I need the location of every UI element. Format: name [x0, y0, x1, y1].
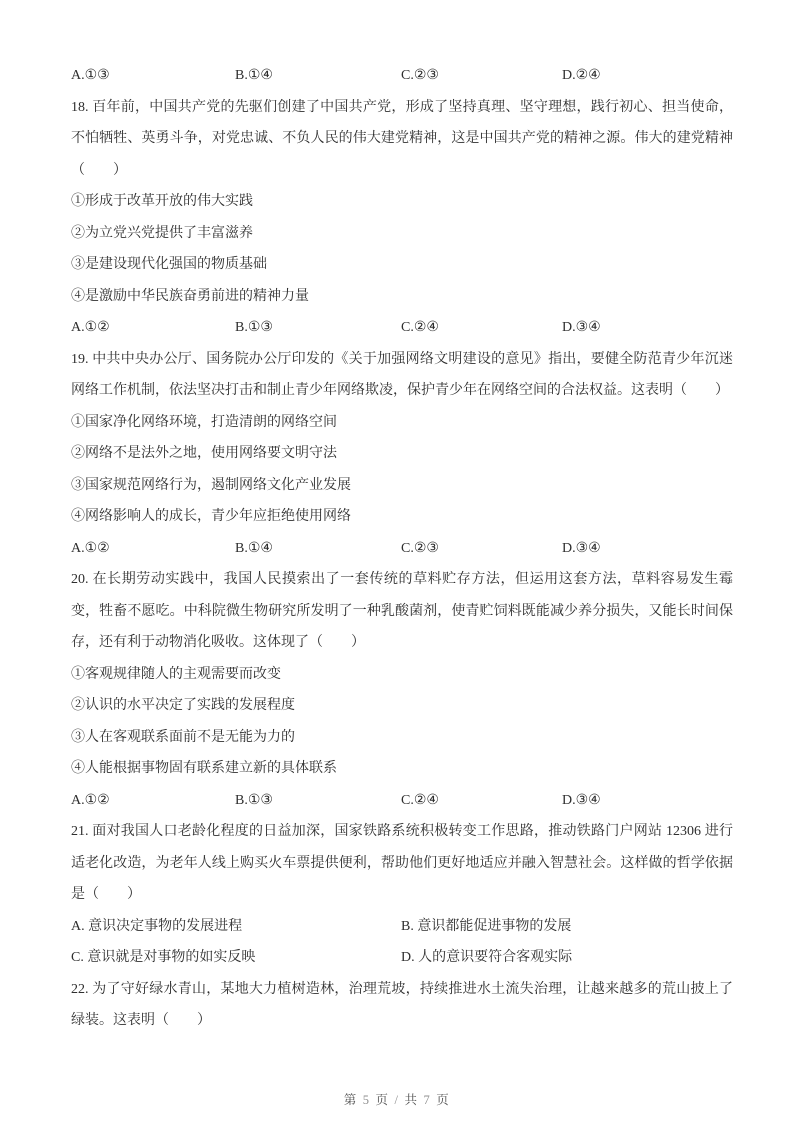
- question-20-option-2: ②认识的水平决定了实践的发展程度: [71, 698, 295, 713]
- answer-choice: C.②④: [401, 792, 439, 808]
- answer-choice: A.①③: [71, 68, 110, 83]
- footer-page-number: 5: [362, 1093, 370, 1107]
- answer-choice: A.①②: [71, 320, 110, 335]
- question-22: [71, 974, 733, 1037]
- question-20: [71, 564, 733, 816]
- answer-row-q18: [71, 312, 733, 344]
- question-18-option-2: ②为立党兴党提供了丰富滋养: [71, 225, 253, 241]
- footer-separator: /: [394, 1093, 399, 1107]
- question-20-option-3: ③人在客观联系面前不是无能为力的: [71, 729, 295, 745]
- page-footer: [0, 1090, 793, 1110]
- question-22-stem: 22. 为了守好绿水青山，某地大力植树造林，治理荒坡，持续推进水土流失治理，让越来越多的荒山披上了绿装。这表明（ ）: [71, 981, 733, 1028]
- answer-choice: B.①④: [235, 68, 273, 83]
- answer-row-q17: [71, 60, 733, 92]
- answer-choice: C. 意识就是对事物的如实反映: [71, 950, 256, 965]
- answer-choice: D.③④: [562, 792, 601, 808]
- question-18-option-3: ③是建设现代化强国的物质基础: [71, 257, 267, 272]
- answer-choice: D. 人的意识要符合客观实际: [401, 950, 573, 965]
- question-19-option-3: ③国家规范网络行为，遏制网络文化产业发展: [71, 477, 351, 493]
- question-21: [71, 816, 733, 974]
- answer-choice: A.①②: [71, 792, 110, 808]
- footer-total-prefix: 共: [404, 1093, 418, 1107]
- question-20-option-4: ④人能根据事物固有联系建立新的具体联系: [71, 761, 337, 776]
- answer-choice: D.③④: [562, 540, 601, 556]
- answer-choice: A.①②: [71, 540, 110, 556]
- question-21-stem: 21. 面对我国人口老龄化程度的日益加深，国家铁路系统积极转变工作思路，推动铁路门户网站 12306 进行适老化改造，为老年人线上购买火车票提供便利，帮助他们更好地适应并融入智慧社会。这样做的哲学依据是（ ）: [71, 824, 733, 902]
- answer-choice: C.②③: [401, 540, 439, 556]
- answer-row-q21-ab: [71, 911, 733, 943]
- answer-choice: C.②③: [401, 68, 439, 83]
- footer-page-prefix: 第: [343, 1093, 357, 1107]
- exam-page-content: [71, 60, 733, 1037]
- question-19-option-1: ①国家净化网络环境，打造清朗的网络空间: [71, 414, 337, 430]
- answer-choice: D.③④: [562, 320, 601, 335]
- answer-choice: B.①③: [235, 792, 273, 808]
- footer-total-number: 7: [423, 1093, 431, 1107]
- question-20-option-1: ①客观规律随人的主观需要而改变: [71, 666, 281, 682]
- question-19-stem: 19. 中共中央办公厅、国务院办公厅印发的《关于加强网络文明建设的意见》指出，要健全防范青少年沉迷网络工作机制，依法坚决打击和制止青少年网络欺凌，保护青少年在网络空间的合法权益。这表明（ ）: [71, 351, 733, 398]
- question-18-option-1: ①形成于改革开放的伟大实践: [71, 194, 253, 209]
- question-20-stem: 20. 在长期劳动实践中，我国人民摸索出了一套传统的草料贮存方法，但运用这套方法，草料容易发生霉变，牲畜不愿吃。中科院微生物研究所发明了一种乳酸菌剂，使青贮饲料既能减少养分损失，又能长时间保存，还有利于动物消化吸收。这体现了（ ）: [71, 572, 733, 650]
- footer-total-unit: 页: [436, 1093, 450, 1107]
- question-18: [71, 92, 733, 344]
- answer-row-q21-cd: [71, 942, 733, 974]
- footer-page-unit: 页: [375, 1093, 389, 1107]
- answer-choice: D.②④: [562, 68, 601, 83]
- question-19-option-2: ②网络不是法外之地，使用网络要文明守法: [71, 446, 337, 461]
- answer-choice: B. 意识都能促进事物的发展: [401, 918, 572, 934]
- answer-row-q20: [71, 785, 733, 817]
- answer-choice: A. 意识决定事物的发展进程: [71, 918, 243, 934]
- question-18-option-4: ④是激励中华民族奋勇前进的精神力量: [71, 288, 309, 304]
- answer-choice: B.①③: [235, 320, 273, 335]
- question-19: [71, 344, 733, 565]
- answer-choice: C.②④: [401, 320, 439, 335]
- answer-row-q19: [71, 533, 733, 565]
- answer-choice: B.①④: [235, 540, 273, 556]
- question-18-stem: 18. 百年前，中国共产党的先驱们创建了中国共产党，形成了坚持真理、坚守理想，践行初心、担当使命，不怕牺牲、英勇斗争，对党忠诚、不负人民的伟大建党精神，这是中国共产党的精神之源。伟大的建党精神（ ）: [71, 99, 733, 178]
- question-19-option-4: ④网络影响人的成长，青少年应拒绝使用网络: [71, 509, 351, 524]
